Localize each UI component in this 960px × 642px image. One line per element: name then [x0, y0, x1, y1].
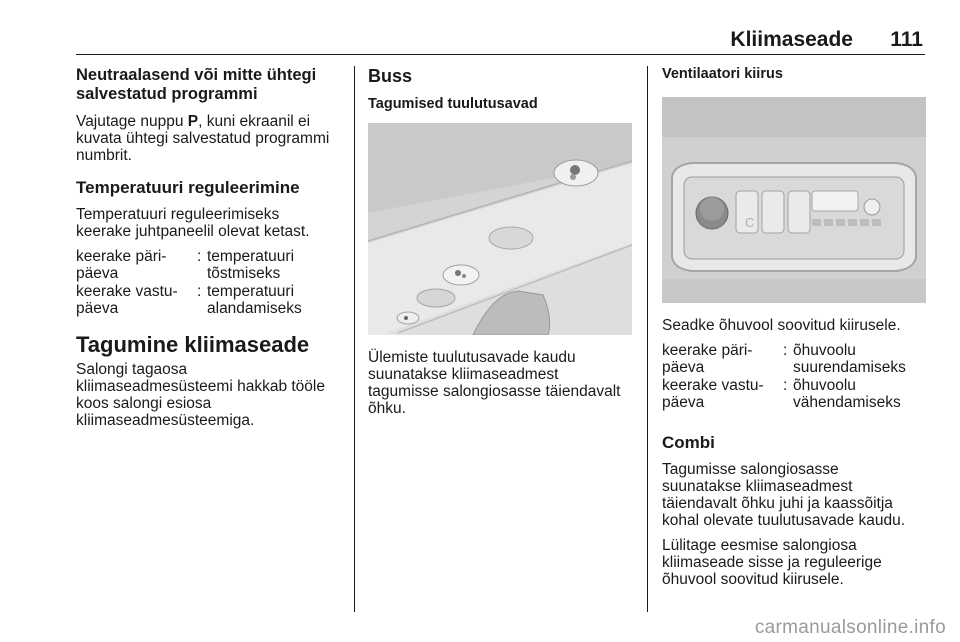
table-row: [662, 377, 928, 411]
column-middle: [368, 66, 634, 425]
heading-neutral: Neutraalasend või mitte ühtegi salvestatud programmi: [76, 66, 317, 103]
row-separator: :: [783, 377, 788, 394]
paragraph-rear-vents: Ülemiste tuulutusavade kaudu suunatakse kliimaseadmest tagumisse salongiosasse täiendavalt õhku.: [368, 349, 621, 417]
table-row: [76, 283, 344, 317]
temperature-table: [76, 248, 344, 317]
row-result: temperatuuri alandamiseks: [207, 283, 302, 317]
row-action: keerake vastu- päeva: [662, 377, 764, 411]
row-result: õhuvoolu suurendamiseks: [793, 342, 906, 376]
rear-vents-illustration: [368, 123, 632, 335]
heading-rear-climate: Tagumine kliimaseade: [76, 332, 310, 357]
watermark: carmanualsonline.info: [754, 617, 946, 638]
page-header: [76, 28, 925, 52]
column-divider-2: [647, 66, 648, 612]
paragraph-temperature: Temperatuuri reguleerimiseks keerake juhtpaneelil olevat ketast.: [76, 206, 310, 240]
heading-rear-vents: Tagumised tuulutusavad: [368, 96, 538, 112]
row-result: temperatuuri tõstmiseks: [207, 248, 295, 282]
paragraph-combi-1: Tagumisse salongiosasse suunatakse kliimaseadmest täiendavalt õhku juhi ja kaassõitja kohal olevate tuulutusavade kaudu.: [662, 461, 906, 529]
running-title: Kliimaseade: [730, 28, 853, 51]
heading-combi: Combi: [662, 433, 715, 452]
column-divider-1: [354, 66, 355, 612]
row-separator: :: [197, 248, 202, 265]
svg-text:C: C: [745, 215, 755, 230]
row-action: keerake päri- päeva: [76, 248, 167, 282]
row-separator: :: [783, 342, 788, 359]
row-action: keerake päri- päeva: [662, 342, 753, 376]
column-right: [662, 66, 928, 596]
paragraph-neutral-text-a: Vajutage nuppu: [76, 113, 188, 130]
control-panel-graphic: [662, 97, 926, 303]
paragraph-rear-climate: Salongi tagaosa kliimaseadmesüsteemi hakkab tööle koos salongi esiosa kliimaseadmesüsteemiga.: [76, 361, 325, 429]
fan-speed-illustration: [662, 97, 926, 303]
header-rule: [76, 54, 925, 55]
row-action: keerake vastu- päeva: [76, 283, 178, 317]
paragraph-neutral: [76, 113, 344, 164]
paragraph-fan-speed: Seadke õhuvool soovitud kiirusele.: [662, 317, 901, 334]
heading-bus: Buss: [368, 66, 413, 86]
table-row: [76, 248, 344, 282]
page-number: 111: [890, 28, 923, 51]
paragraph-neutral-text-b: , kuni ekraanil ei kuvata ühtegi salvestatud programmi numbrit.: [76, 113, 330, 164]
ceiling-vents-graphic: [368, 123, 632, 335]
heading-temperature: Temperatuuri reguleerimine: [76, 178, 300, 197]
column-left: [76, 66, 344, 437]
heading-fan-speed: Ventilaatori kiirus: [662, 66, 783, 82]
row-result: õhuvoolu vähendamiseks: [793, 377, 901, 411]
row-separator: :: [197, 283, 202, 300]
table-row: [662, 342, 928, 376]
fan-speed-table: [662, 342, 928, 411]
key-p: P: [187, 113, 199, 130]
paragraph-combi-2: Lülitage eesmise salongiosa kliimaseade sisse ja reguleerige õhuvool soovitud kiirusele.: [662, 537, 882, 588]
